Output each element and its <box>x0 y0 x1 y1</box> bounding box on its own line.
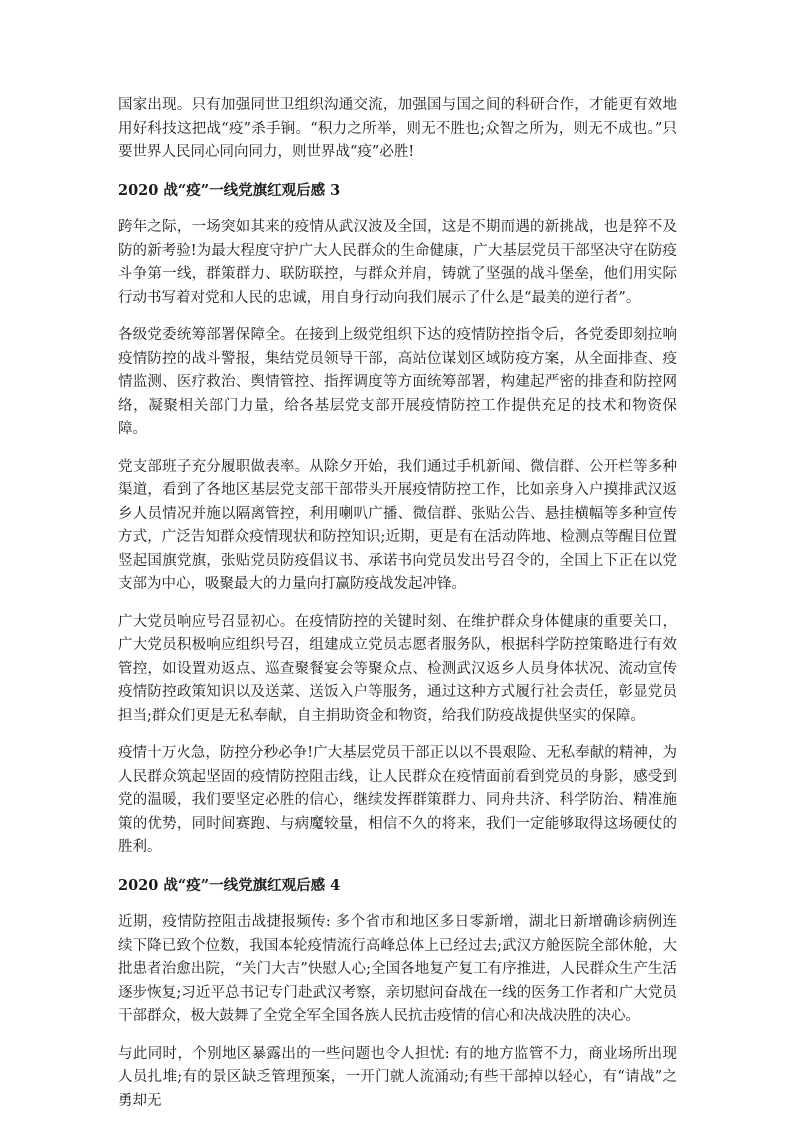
section-3-paragraph-4: 广大党员响应号召显初心。在疫情防控的关键时刻、在维护群众身体健康的重要关口，广大党员积极响应组织号召，组建成立党员志愿者服务队，根据科学防控策略进行有效管控，如设置劝返点、巡查聚餐宴会等聚众点、检测武汉返乡人员身体状况、流动宣传疫情防控政策知识以及送菜、送饭入户等服务，通过这种方式履行社会责任，彰显党员担当;群众们更是无私奉献，自主捐助资金和物资，给我们防疫战提供坚实的保障。 <box>118 613 677 724</box>
section-3-paragraph-5: 疫情十万火急，防控分秒必争!广大基层党员干部正以以不畏艰险、无私奉献的精神，为人民群众筑起坚固的疫情防控阻击线，让人民群众在疫情面前看到党员的身影，感受到党的温暖，我们要坚定必胜的信心，继续发挥群策群力、同舟共济、科学防治、精准施策的优势，同时间赛跑、与病魔较量，相信不久的将来，我们一定能够取得这场硬仗的胜利。 <box>118 745 677 855</box>
document-page <box>118 94 677 1113</box>
section-4-title: 2020 战“疫”一线党旗红观后感 4 <box>118 876 341 894</box>
section-3-paragraph-1: 跨年之际，一场突如其来的疫情从武汉波及全国，这是不期而遇的新挑战，也是猝不及防的新考验!为最大程度守护广大人民群众的生命健康，广大基层党员干部坚决守在防疫斗争第一线，群策群力、联防联控，与群众并肩，铸就了坚强的战斗堡垒，他们用实际行动书写着对党和人民的忠诚，用自身行动向我们展示了什么是“最美的逆行者”。 <box>118 219 677 306</box>
section-4-paragraph-1: 近期，疫情防控阻击战捷报频传: 多个省市和地区多日零新增，湖北日新增确诊病例连续下降已致个位数，我国本轮疫情流行高峰总体上已经过去;武汉方舱医院全部休舱，大批患者治愈出院，“关门大吉”快慰人心;全国各地复产复工有序推进，人民群众生产生活逐步恢复;习近平总书记专门赴武汉考察，亲切慰问奋战在一线的医务工作者和广大党员干部群众，极大鼓舞了全党全军全国各族人民抗击疫情的信心和决战决胜的决心。 <box>118 914 677 1024</box>
section-3-paragraph-3: 党支部班子充分履职做表率。从除夕开始，我们通过手机新闻、微信群、公开栏等多种渠道，看到了各地区基层党支部干部带头开展疫情防控工作，比如亲身入户摸排武汉返乡人员情况并施以隔离管控，利用喇叭广播、微信群、张贴公告、悬挂横幅等多种宣传方式，广泛告知群众疫情现状和防控知识;近期，更是有在活动阵地、检测点等醒目位置竖起国旗党旗，张贴党员防疫倡议书、承诺书向党员发出号召令的，全国上下正在以党支部为中心，吸聚最大的力量向打赢防疫战发起冲锋。 <box>118 458 677 592</box>
section-3-title: 2020 战“疫”一线党旗红观后感 3 <box>118 181 341 199</box>
intro-paragraph: 国家出现。只有加强同世卫组织沟通交流，加强国与国之间的科研合作，才能更有效地用好科技这把战“疫”杀手锏。“积力之所举，则无不胜也;众智之所为，则无不成也。”只要世界人民同心同向同力，则世界战“疫”必胜! <box>118 97 677 160</box>
section-4-paragraph-2: 与此同时，个别地区暴露出的一些问题也令人担忧: 有的地方监管不力，商业场所出现人员扎堆;有的景区缺乏管理预案，一开门就人流涌动;有些干部掉以轻心，有“请战”之勇却无 <box>118 1045 677 1109</box>
section-3-paragraph-2: 各级党委统筹部署保障全。在接到上级党组织下达的疫情防控指令后，各党委即刻拉响疫情防控的战斗警报，集结党员领导干部，高站位谋划区域防疫方案，从全面排查、疫情监测、医疗救治、舆情管控、指挥调度等方面统筹部署，构建起严密的排查和防控网络，凝聚相关部门力量，给各基层党支部开展疫情防控工作提供充足的技术和物资保障。 <box>118 327 677 437</box>
